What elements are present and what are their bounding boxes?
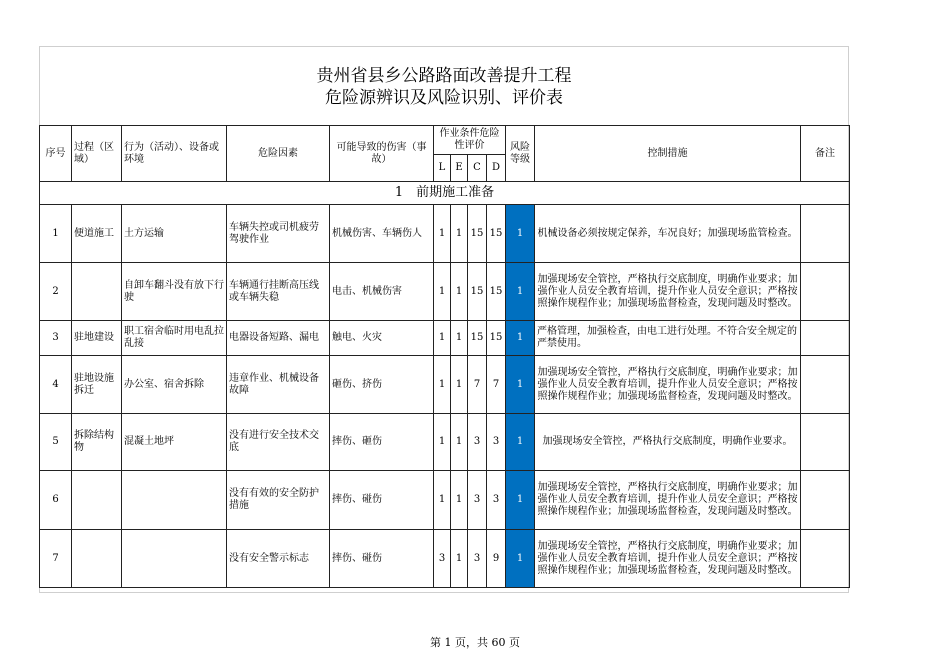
- cell-L: 3: [434, 530, 451, 588]
- cell-hazard: 没有安全警示标志: [227, 530, 330, 588]
- cell-hazard: 违章作业、机械设备故障: [227, 356, 330, 414]
- cell-D: 7: [487, 356, 506, 414]
- table-row: [40, 356, 850, 414]
- header-control: 控制措施: [535, 126, 801, 182]
- title-block: [40, 47, 848, 125]
- cell-activity: 土方运输: [122, 205, 227, 263]
- cell-L: 1: [434, 356, 451, 414]
- section-heading: 1 前期施工准备: [40, 182, 850, 205]
- cell-injury: 触电、火灾: [330, 321, 434, 356]
- table-row: [40, 471, 850, 530]
- cell-C: 15: [468, 321, 487, 356]
- table-row: [40, 263, 850, 321]
- header-process: 过程（区域）: [72, 126, 122, 182]
- cell-hazard: 没有进行安全技术交底: [227, 414, 330, 471]
- cell-injury: 砸伤、挤伤: [330, 356, 434, 414]
- header-hazard: 危险因素: [227, 126, 330, 182]
- cell-injury: 电击、机械伤害: [330, 263, 434, 321]
- cell-process: 便道施工: [72, 205, 122, 263]
- cell-D: 3: [487, 471, 506, 530]
- cell-control: 加强现场安全管控，严格执行交底制度，明确作业要求；加强作业人员安全教育培训，提升作业人员安全意识；严格按照操作规程作业；加强现场监督检查，发现问题及时整改。: [535, 263, 801, 321]
- cell-L: 1: [434, 471, 451, 530]
- document-subtitle: 危险源辨识及风险识别、评价表: [325, 88, 563, 108]
- worksheet: [39, 46, 849, 593]
- cell-activity: [122, 471, 227, 530]
- cell-D: 15: [487, 321, 506, 356]
- cell-activity: 职工宿舍临时用电乱拉乱接: [122, 321, 227, 356]
- cell-seq: 4: [40, 356, 72, 414]
- cell-E: 1: [451, 263, 468, 321]
- cell-remark: [801, 414, 850, 471]
- cell-remark: [801, 263, 850, 321]
- cell-control: 加强现场安全管控，严格执行交底制度，明确作业要求。: [535, 414, 801, 471]
- cell-seq: 6: [40, 471, 72, 530]
- cell-process: [72, 263, 122, 321]
- cell-E: 1: [451, 530, 468, 588]
- risk-table: [39, 125, 850, 588]
- cell-remark: [801, 321, 850, 356]
- cell-process: [72, 530, 122, 588]
- header-E: E: [451, 155, 468, 182]
- table-row: [40, 205, 850, 263]
- cell-risk-level: 1: [506, 530, 535, 588]
- cell-C: 3: [468, 414, 487, 471]
- cell-process: 拆除结构物: [72, 414, 122, 471]
- cell-risk-level: 1: [506, 263, 535, 321]
- cell-L: 1: [434, 205, 451, 263]
- cell-C: 7: [468, 356, 487, 414]
- cell-injury: 摔伤、碰伤: [330, 471, 434, 530]
- header-C: C: [468, 155, 487, 182]
- header-injury: 可能导致的伤害（事故）: [330, 126, 434, 182]
- cell-risk-level: 1: [506, 205, 535, 263]
- cell-control: 机械设备必须按规定保养，车况良好；加强现场监管检查。: [535, 205, 801, 263]
- table-row: [40, 530, 850, 588]
- cell-C: 3: [468, 471, 487, 530]
- cell-control: 严格管理，加强检查，由电工进行处理。不符合安全规定的严禁使用。: [535, 321, 801, 356]
- cell-C: 15: [468, 263, 487, 321]
- cell-hazard: 没有有效的安全防护措施: [227, 471, 330, 530]
- cell-process: 驻地建设: [72, 321, 122, 356]
- header-eval-group: 作业条件危险性评价: [434, 126, 506, 155]
- cell-seq: 3: [40, 321, 72, 356]
- header-activity: 行为（活动）、设备或环境: [122, 126, 227, 182]
- cell-process: 驻地设施拆迁: [72, 356, 122, 414]
- cell-seq: 7: [40, 530, 72, 588]
- cell-E: 1: [451, 356, 468, 414]
- header-remark: 备注: [801, 126, 850, 182]
- cell-C: 3: [468, 530, 487, 588]
- cell-remark: [801, 530, 850, 588]
- cell-hazard: 车辆通行挂断高压线或车辆失稳: [227, 263, 330, 321]
- cell-activity: [122, 530, 227, 588]
- cell-D: 15: [487, 263, 506, 321]
- cell-injury: 机械伤害、车辆伤人: [330, 205, 434, 263]
- cell-hazard: 电器设备短路、漏电: [227, 321, 330, 356]
- cell-process: [72, 471, 122, 530]
- cell-activity: 混凝土地坪: [122, 414, 227, 471]
- cell-risk-level: 1: [506, 414, 535, 471]
- cell-control: 加强现场安全管控，严格执行交底制度，明确作业要求；加强作业人员安全教育培训，提升作业人员安全意识；严格按照操作规程作业；加强现场监督检查，发现问题及时整改。: [535, 530, 801, 588]
- cell-activity: 自卸车翻斗没有放下行驶: [122, 263, 227, 321]
- cell-risk-level: 1: [506, 321, 535, 356]
- cell-risk-level: 1: [506, 471, 535, 530]
- cell-seq: 5: [40, 414, 72, 471]
- cell-seq: 2: [40, 263, 72, 321]
- cell-injury: 摔伤、碰伤: [330, 530, 434, 588]
- cell-remark: [801, 205, 850, 263]
- header-L: L: [434, 155, 451, 182]
- cell-D: 3: [487, 414, 506, 471]
- header-risk: 风险等级: [506, 126, 535, 182]
- cell-L: 1: [434, 321, 451, 356]
- table-row: [40, 321, 850, 356]
- cell-D: 15: [487, 205, 506, 263]
- cell-remark: [801, 356, 850, 414]
- cell-remark: [801, 471, 850, 530]
- cell-L: 1: [434, 414, 451, 471]
- cell-C: 15: [468, 205, 487, 263]
- table-row: [40, 414, 850, 471]
- header-seq: 序号: [40, 126, 72, 182]
- document-title: 贵州省县乡公路路面改善提升工程: [316, 66, 572, 86]
- page-footer: 第 1 页，共 60 页: [430, 636, 520, 649]
- cell-E: 1: [451, 414, 468, 471]
- cell-activity: 办公室、宿舍拆除: [122, 356, 227, 414]
- cell-control: 加强现场安全管控，严格执行交底制度，明确作业要求；加强作业人员安全教育培训，提升作业人员安全意识；严格按照操作规程作业；加强现场监督检查，发现问题及时整改。: [535, 471, 801, 530]
- header-D: D: [487, 155, 506, 182]
- cell-injury: 摔伤、砸伤: [330, 414, 434, 471]
- cell-E: 1: [451, 471, 468, 530]
- cell-E: 1: [451, 205, 468, 263]
- cell-risk-level: 1: [506, 356, 535, 414]
- cell-seq: 1: [40, 205, 72, 263]
- cell-E: 1: [451, 321, 468, 356]
- cell-L: 1: [434, 263, 451, 321]
- cell-control: 加强现场安全管控，严格执行交底制度，明确作业要求；加强作业人员安全教育培训，提升作业人员安全意识；严格按照操作规程作业；加强现场监督检查，发现问题及时整改。: [535, 356, 801, 414]
- cell-hazard: 车辆失控或司机疲劳驾驶作业: [227, 205, 330, 263]
- cell-D: 9: [487, 530, 506, 588]
